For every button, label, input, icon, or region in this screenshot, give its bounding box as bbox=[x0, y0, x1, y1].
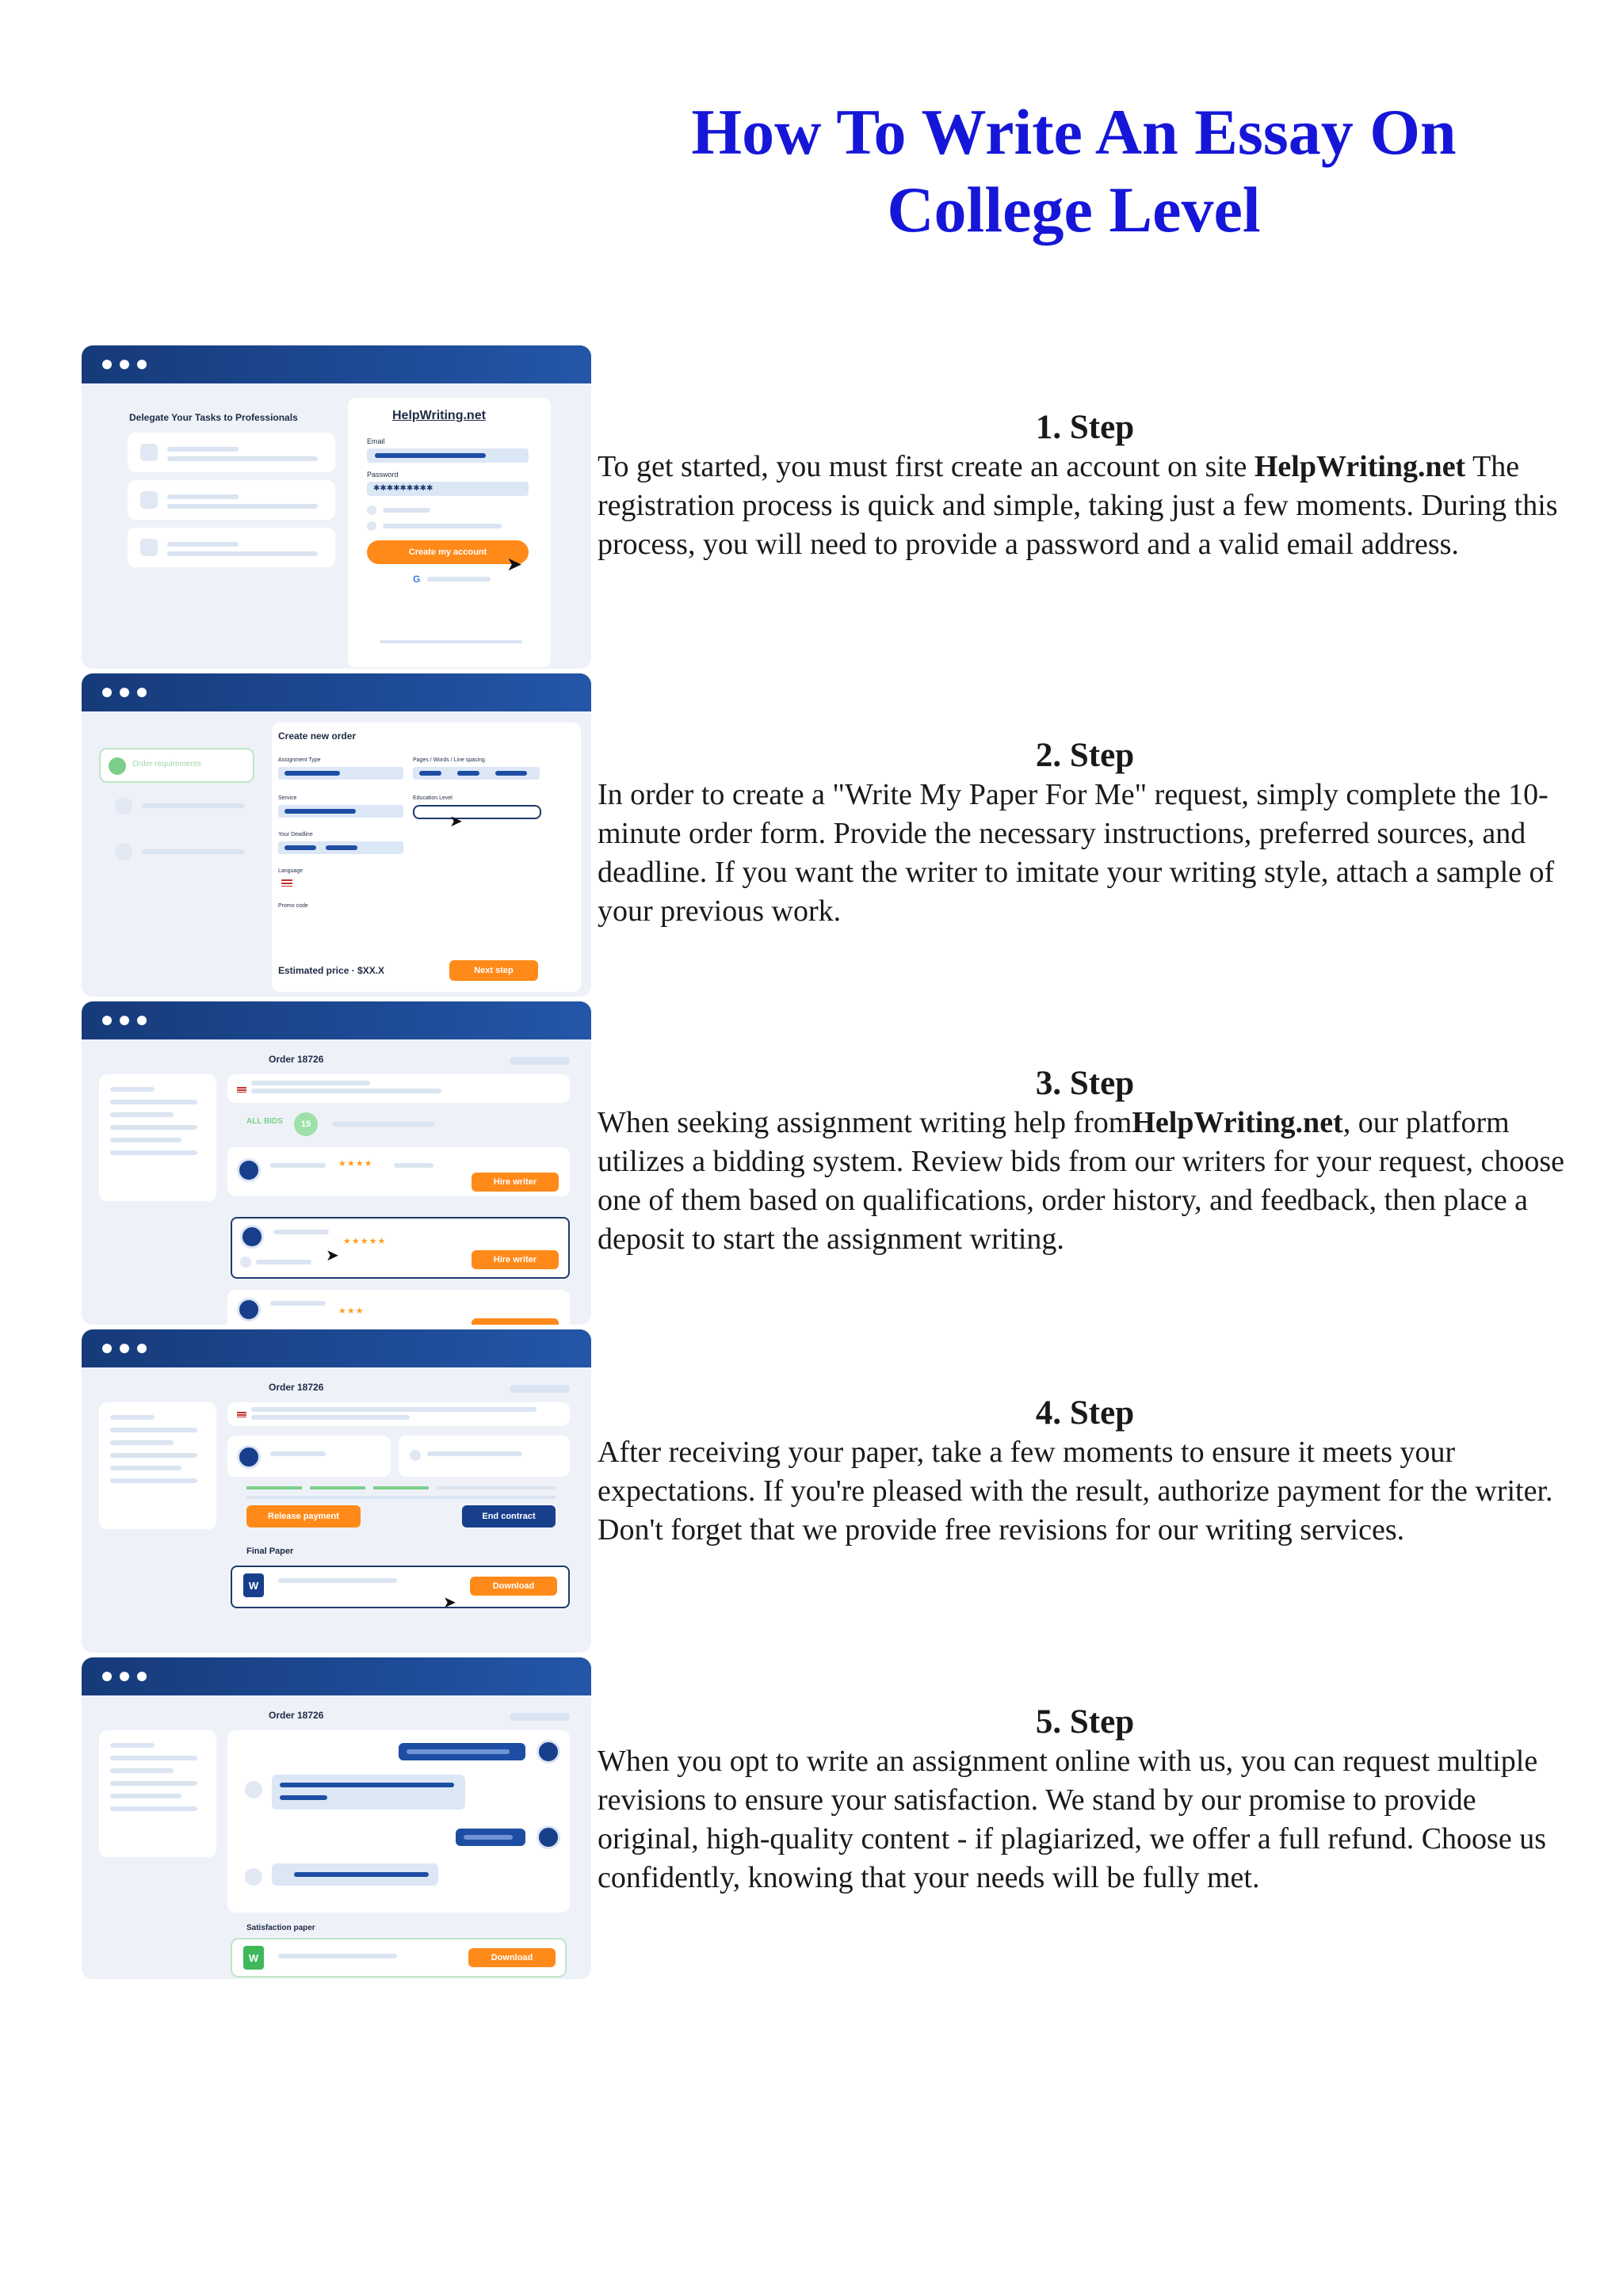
step-text: When you opt to write an assignment online with us, you can request multiple revisions to ensure your satisfaction. We stand by our promise to provide original, high-quality content - if plagiarized, we offer a full refund. Choose us confidently, knowing that your needs will be fully met. bbox=[598, 1745, 1546, 1894]
order-sidebar bbox=[99, 1074, 216, 1201]
word-file-icon: W bbox=[243, 1573, 264, 1597]
step-3-screenshot bbox=[82, 1001, 591, 1325]
progress-segment bbox=[437, 1486, 556, 1489]
email-field[interactable] bbox=[367, 448, 529, 463]
password-field[interactable]: ✱✱✱✱✱✱✱✱✱ bbox=[367, 482, 529, 496]
order-heading: Order 18726 bbox=[269, 1710, 324, 1721]
brand-link[interactable]: HelpWriting.net bbox=[1254, 450, 1466, 483]
brand-logo: HelpWriting.net bbox=[392, 409, 486, 422]
order-summary bbox=[227, 1074, 570, 1103]
cursor-icon: ➤ bbox=[326, 1247, 339, 1264]
window-dot bbox=[102, 688, 112, 697]
email-label: Email bbox=[367, 437, 385, 445]
create-account-button[interactable]: Create my account bbox=[367, 540, 529, 564]
bid-card[interactable] bbox=[227, 1290, 570, 1325]
step-5-screenshot bbox=[82, 1657, 591, 1979]
window-dot bbox=[137, 688, 147, 697]
estimated-price: Estimated price · $XX.X bbox=[278, 965, 385, 976]
window-titlebar bbox=[82, 1001, 591, 1039]
cursor-icon: ➤ bbox=[443, 1594, 456, 1611]
progress-segment bbox=[310, 1486, 365, 1489]
window-dot bbox=[120, 688, 129, 697]
cursor-icon: ➤ bbox=[449, 813, 463, 830]
window-dot bbox=[102, 360, 112, 369]
all-bids-label: ALL BIDS bbox=[246, 1117, 283, 1126]
flag-icon bbox=[237, 1412, 246, 1417]
step-4-screenshot bbox=[82, 1329, 591, 1653]
writer-avatar bbox=[240, 1225, 264, 1249]
final-paper-file[interactable] bbox=[231, 1566, 570, 1608]
education-level-select[interactable] bbox=[413, 805, 541, 819]
signup-card bbox=[348, 398, 551, 667]
task-card bbox=[128, 528, 335, 567]
order-summary bbox=[227, 1402, 570, 1426]
bid-card-selected[interactable] bbox=[231, 1217, 570, 1279]
writer-avatar bbox=[237, 1158, 261, 1182]
password-label: Password bbox=[367, 471, 399, 479]
chat-bubble-outgoing bbox=[456, 1829, 525, 1846]
bid-card[interactable] bbox=[227, 1147, 570, 1196]
window-titlebar bbox=[82, 1657, 591, 1695]
satisfaction-paper-label: Satisfaction paper bbox=[246, 1924, 315, 1932]
step-4 bbox=[598, 1394, 1572, 1550]
window-dot bbox=[120, 1344, 129, 1353]
rating-stars: ★★★ bbox=[338, 1306, 365, 1316]
word-file-icon: W bbox=[243, 1946, 264, 1970]
progress-segment bbox=[373, 1486, 429, 1489]
order-heading: Order 18726 bbox=[269, 1382, 324, 1393]
download-button[interactable]: Download bbox=[468, 1948, 556, 1967]
order-sidebar bbox=[99, 1402, 216, 1529]
release-payment-button[interactable]: Release payment bbox=[246, 1505, 361, 1527]
deadline-input[interactable] bbox=[278, 841, 403, 854]
window-titlebar bbox=[82, 673, 591, 711]
window-dot bbox=[137, 1344, 147, 1353]
rating-stars: ★★★★★ bbox=[343, 1237, 387, 1246]
brand-link[interactable]: HelpWriting.net bbox=[1132, 1106, 1343, 1139]
window-dot bbox=[102, 1016, 112, 1025]
next-step-button[interactable]: Next step bbox=[449, 960, 538, 981]
hire-writer-button[interactable] bbox=[472, 1318, 559, 1325]
step-text: When seeking assignment writing help fromHelpWriting.net, our platform utilizes a bidding system. Review bids from our writers for your request, choose one of them based on qualifications, order history, and feedback, then place a deposit to start the assignment writing. bbox=[598, 1106, 1564, 1256]
step-1 bbox=[598, 408, 1572, 564]
sidebar-item-label: Order requirements bbox=[132, 760, 201, 769]
writer-avatar bbox=[237, 1445, 261, 1469]
pages-input[interactable] bbox=[413, 767, 540, 780]
window-titlebar bbox=[82, 345, 591, 383]
step-text: In order to create a "Write My Paper For Me" request, simply complete the 10-minute order form. Provide the necessary instructions, preferred sources, and deadline. If you want the writer to imitate your writing style, attach a sample of your previous work. bbox=[598, 778, 1555, 928]
step-heading: 1. Step bbox=[1035, 409, 1135, 446]
user-avatar bbox=[537, 1825, 560, 1849]
title-line-1: How To Write An Essay On bbox=[691, 96, 1457, 168]
assignment-type-select[interactable] bbox=[278, 767, 403, 780]
flag-icon bbox=[281, 879, 292, 887]
window-titlebar bbox=[82, 1329, 591, 1367]
hire-writer-button[interactable]: Hire writer bbox=[472, 1173, 559, 1192]
order-form: Create new order Assignment Type Pages / Words / Line spacing Service Education Level ➤ Your Deadline Language Promo code Estimated price · $XX.X Next step bbox=[272, 723, 581, 992]
window-dot bbox=[120, 1672, 129, 1681]
step-3 bbox=[598, 1064, 1572, 1259]
order-sidebar bbox=[99, 1730, 216, 1857]
download-button[interactable]: Download bbox=[470, 1577, 557, 1596]
cursor-icon: ➤ bbox=[506, 554, 523, 575]
step-heading: 4. Step bbox=[1035, 1394, 1135, 1432]
window-dot bbox=[102, 1672, 112, 1681]
title-line-2: College Level bbox=[887, 174, 1261, 246]
flag-icon bbox=[237, 1087, 246, 1093]
service-select[interactable] bbox=[278, 805, 403, 818]
chat-panel bbox=[227, 1730, 570, 1913]
step-1-screenshot bbox=[82, 345, 591, 669]
chat-bubble-outgoing bbox=[399, 1743, 525, 1760]
step-2-screenshot bbox=[82, 673, 591, 997]
window-dot bbox=[102, 1344, 112, 1353]
step-heading: 5. Step bbox=[1035, 1703, 1135, 1741]
step-heading: 3. Step bbox=[1035, 1065, 1135, 1102]
form-heading: Create new order bbox=[278, 730, 357, 742]
chat-bubble-incoming bbox=[272, 1863, 438, 1886]
satisfaction-paper-file[interactable] bbox=[231, 1938, 567, 1978]
bids-count-badge: 15 bbox=[294, 1112, 318, 1136]
window-dot bbox=[137, 360, 147, 369]
hire-writer-button[interactable]: Hire writer bbox=[472, 1250, 559, 1269]
window-dot bbox=[120, 1016, 129, 1025]
task-card bbox=[128, 433, 335, 472]
delegate-heading: Delegate Your Tasks to Professionals bbox=[129, 412, 298, 423]
sidebar-item-order-requirements[interactable] bbox=[99, 748, 254, 783]
page-title bbox=[586, 93, 1561, 249]
window-dot bbox=[137, 1016, 147, 1025]
step-heading: 2. Step bbox=[1035, 737, 1135, 774]
task-card bbox=[128, 480, 335, 520]
rating-stars: ★★★★ bbox=[338, 1159, 373, 1169]
window-dot bbox=[120, 360, 129, 369]
chat-bubble-incoming bbox=[272, 1775, 465, 1810]
user-avatar bbox=[537, 1740, 560, 1764]
step-5 bbox=[598, 1703, 1572, 1897]
window-dot bbox=[137, 1672, 147, 1681]
writer-avatar bbox=[237, 1298, 261, 1322]
step-text: After receiving your paper, take a few moments to ensure it meets your expectations. If you're pleased with the result, authorize payment for the writer. Don't forget that we provide free revisions for our writing services. bbox=[598, 1436, 1553, 1547]
end-contract-button[interactable]: End contract bbox=[462, 1505, 556, 1527]
step-text: To get started, you must first create an account on site HelpWriting.net The registration process is quick and simple, taking just a few moments. During this process, you will need to provide a password and a valid email address. bbox=[598, 450, 1558, 561]
order-heading: Order 18726 bbox=[269, 1054, 324, 1065]
progress-segment bbox=[246, 1486, 302, 1489]
final-paper-label: Final Paper bbox=[246, 1547, 294, 1556]
info-card bbox=[399, 1436, 570, 1477]
google-icon[interactable]: G bbox=[413, 574, 421, 585]
writer-card bbox=[227, 1436, 391, 1477]
step-2 bbox=[598, 736, 1572, 931]
